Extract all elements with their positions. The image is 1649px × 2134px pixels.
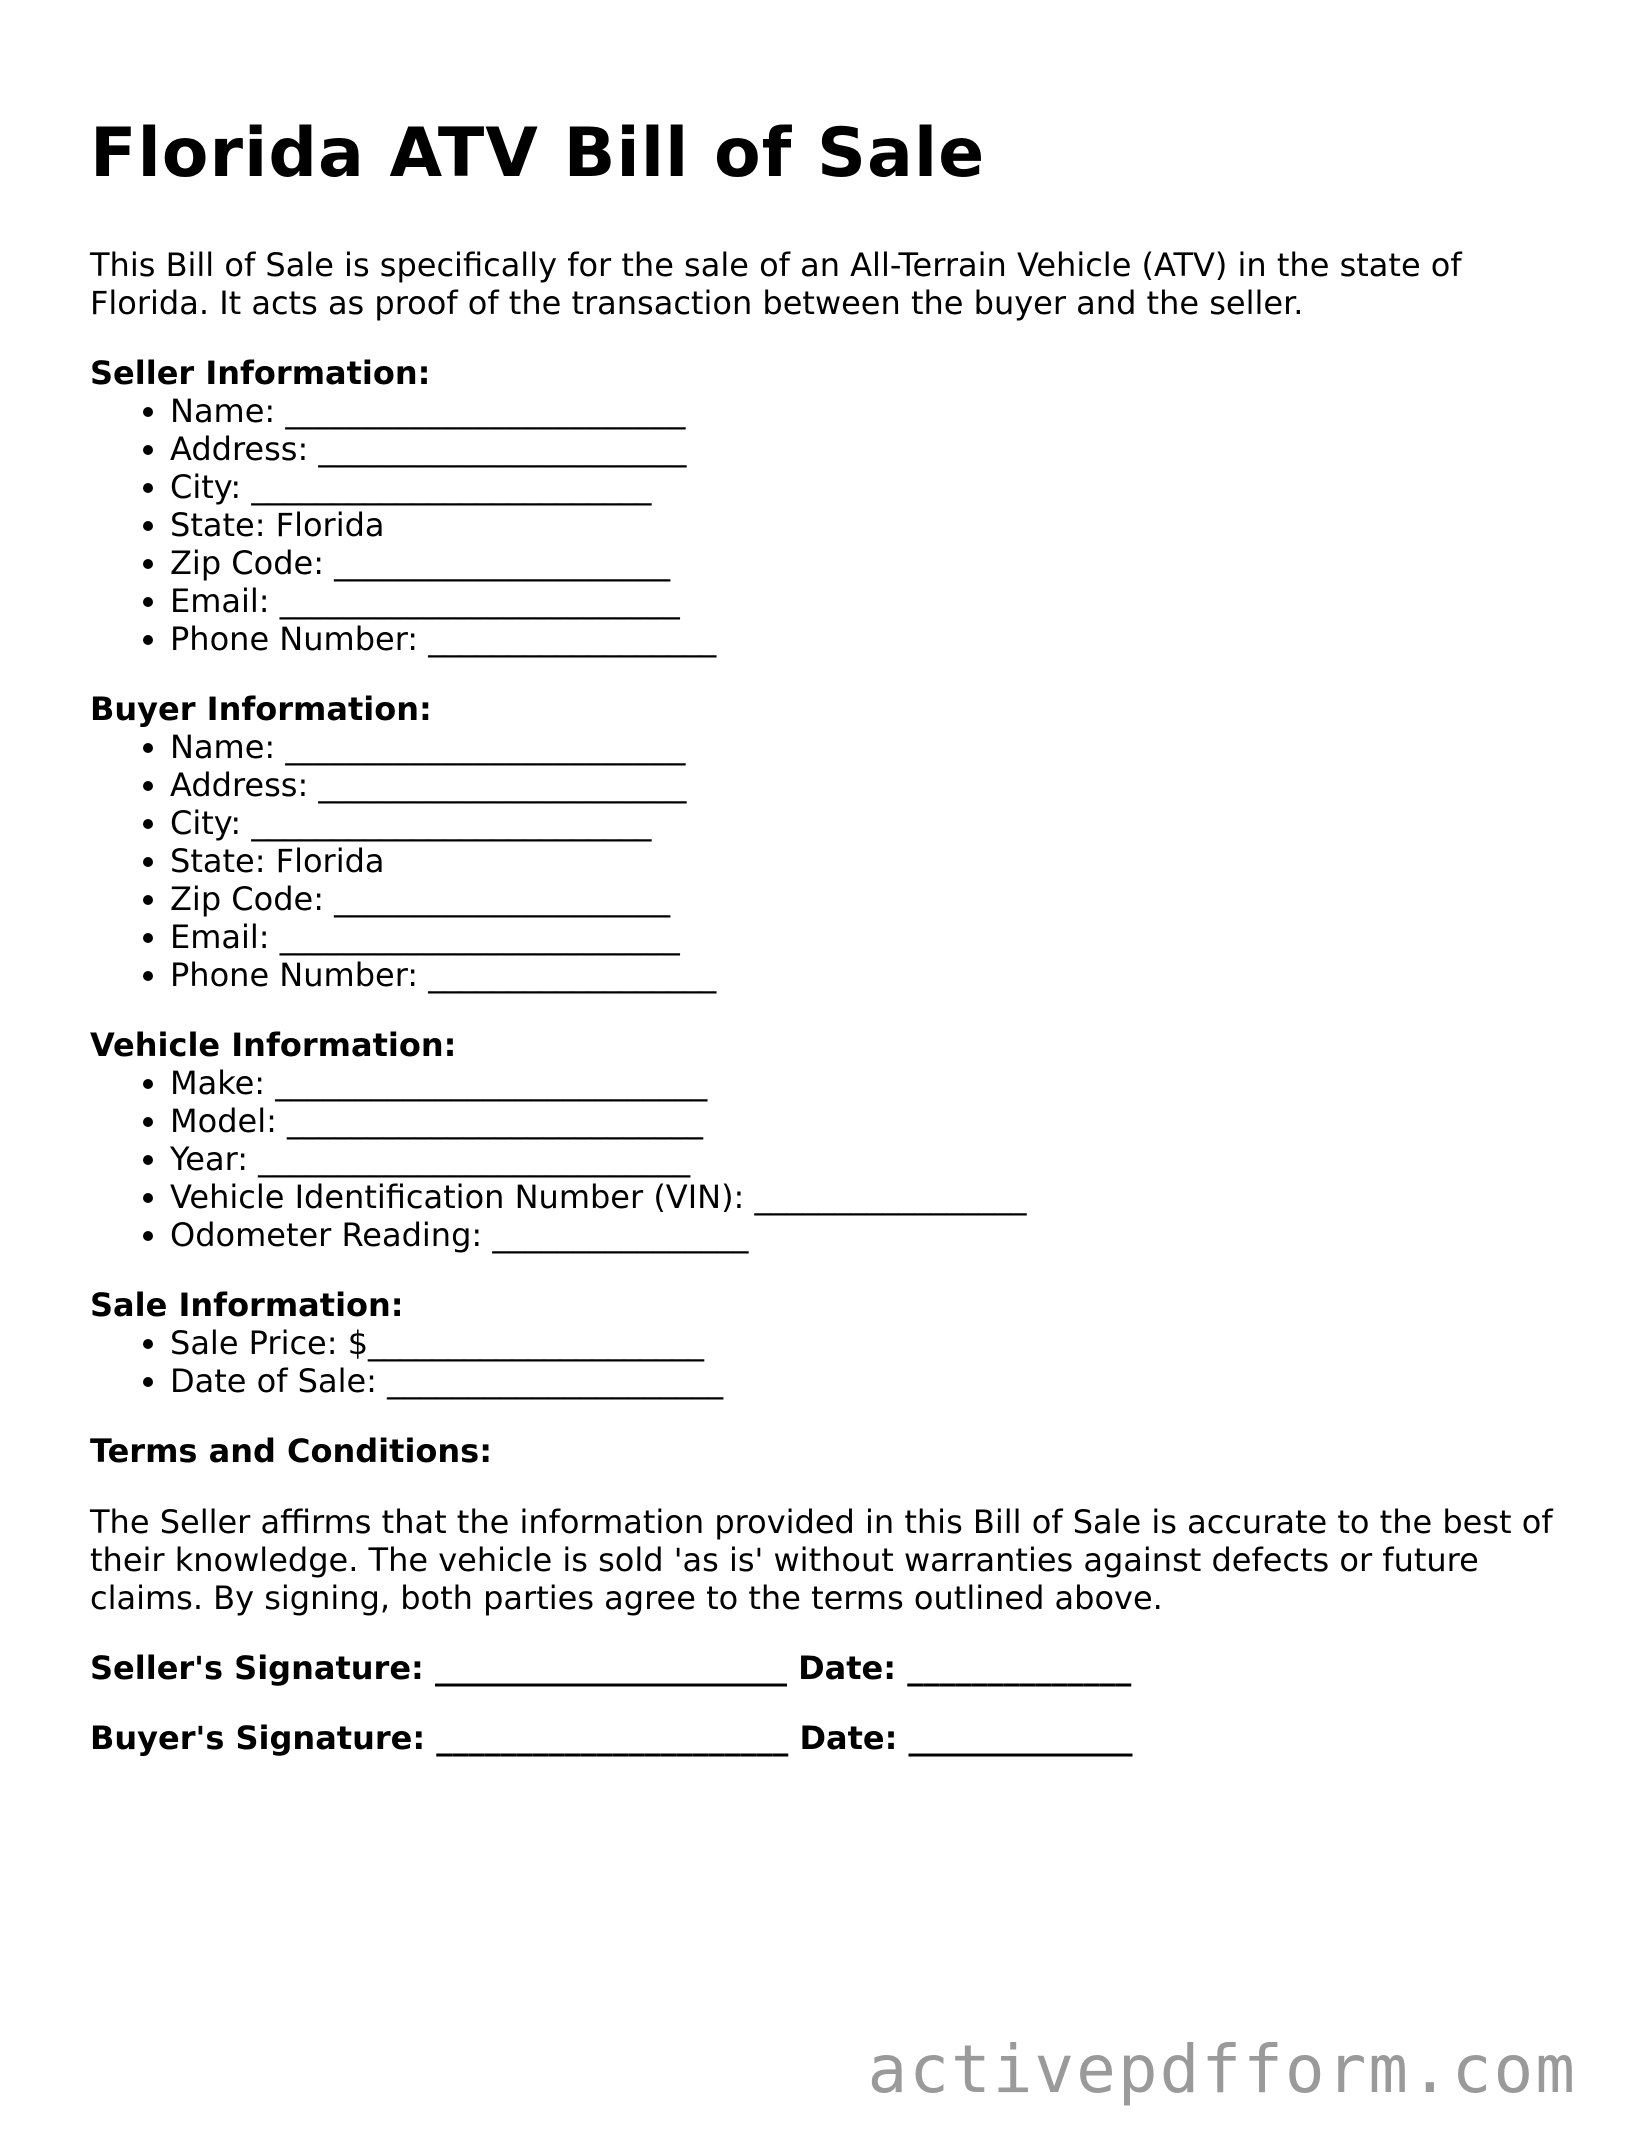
seller-zip-field: • Zip Code: _____________________ bbox=[170, 544, 1570, 582]
buyer-zip-field: • Zip Code: _____________________ bbox=[170, 880, 1570, 918]
vehicle-vin-field: • Vehicle Identification Number (VIN): _________________ bbox=[170, 1178, 1570, 1216]
buyer-phone-field: • Phone Number: __________________ bbox=[170, 956, 1570, 994]
site-watermark: activepdfform.com bbox=[867, 2031, 1577, 2108]
buyer-email-field: • Email: _________________________ bbox=[170, 918, 1570, 956]
document-title: Florida ATV Bill of Sale bbox=[90, 114, 986, 193]
buyer-state-field: • State: Florida bbox=[170, 842, 1570, 880]
buyer-address-field: • Address: _______________________ bbox=[170, 766, 1570, 804]
document-page bbox=[90, 112, 1570, 1757]
buyer-name-field: • Name: _________________________ bbox=[170, 728, 1570, 766]
seller-state-field: • State: Florida bbox=[170, 506, 1570, 544]
seller-signature-line: Seller's Signature: ______________________ Date: ______________ bbox=[90, 1649, 1132, 1687]
terms-section-heading: Terms and Conditions: bbox=[90, 1432, 493, 1470]
vehicle-odometer-field: • Odometer Reading: ________________ bbox=[170, 1216, 1570, 1254]
intro-paragraph: This Bill of Sale is specifically for the sale of an All-Terrain Vehicle (ATV) in the state of Florida. It acts as proof of the transaction between the buyer and the seller. bbox=[90, 246, 1462, 322]
buyer-signature-line: Buyer's Signature: ______________________ Date: ______________ bbox=[90, 1719, 1133, 1757]
seller-name-field: • Name: _________________________ bbox=[170, 392, 1570, 430]
sale-price-field: • Sale Price: $_____________________ bbox=[170, 1324, 1570, 1362]
terms-paragraph: The Seller affirms that the information provided in this Bill of Sale is accurate to the best of their knowledge. The vehicle is sold 'as is' without warranties against defects or future claims. By signing, both parties agree to the terms outlined above. bbox=[90, 1503, 1553, 1617]
vehicle-model-field: • Model: __________________________ bbox=[170, 1102, 1570, 1140]
buyer-city-field: • City: _________________________ bbox=[170, 804, 1570, 842]
vehicle-field-list bbox=[90, 1064, 1570, 1254]
seller-address-field: • Address: _______________________ bbox=[170, 430, 1570, 468]
buyer-section-heading: Buyer Information: bbox=[90, 690, 432, 728]
buyer-field-list bbox=[90, 728, 1570, 994]
seller-email-field: • Email: _________________________ bbox=[170, 582, 1570, 620]
seller-field-list bbox=[90, 392, 1570, 658]
seller-phone-field: • Phone Number: __________________ bbox=[170, 620, 1570, 658]
vehicle-make-field: • Make: ___________________________ bbox=[170, 1064, 1570, 1102]
sale-section-heading: Sale Information: bbox=[90, 1286, 404, 1324]
seller-city-field: • City: _________________________ bbox=[170, 468, 1570, 506]
seller-section-heading: Seller Information: bbox=[90, 354, 431, 392]
vehicle-year-field: • Year: ___________________________ bbox=[170, 1140, 1570, 1178]
sale-field-list bbox=[90, 1324, 1570, 1400]
sale-date-field: • Date of Sale: _____________________ bbox=[170, 1362, 1570, 1400]
vehicle-section-heading: Vehicle Information: bbox=[90, 1026, 457, 1064]
